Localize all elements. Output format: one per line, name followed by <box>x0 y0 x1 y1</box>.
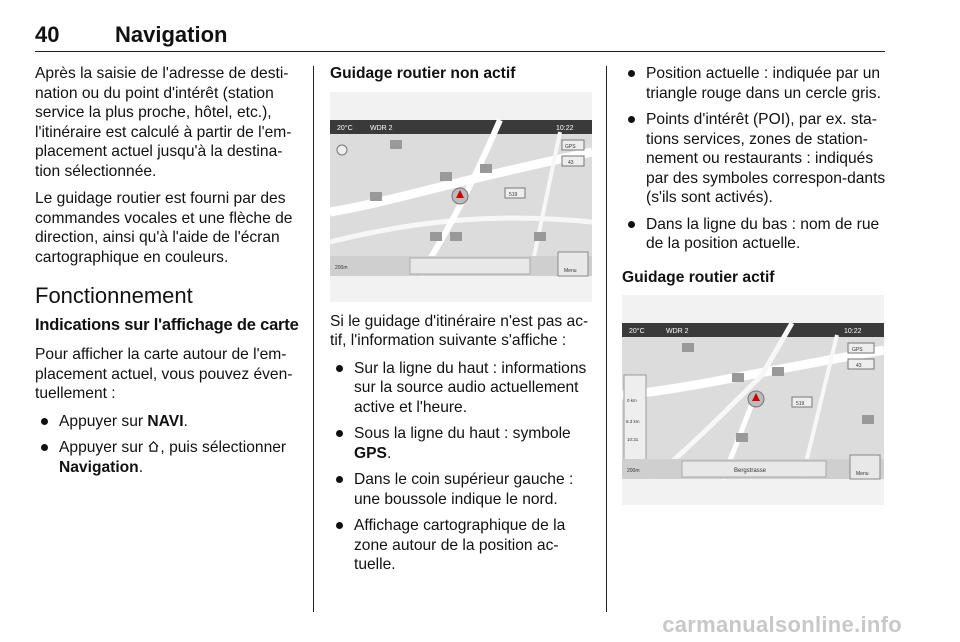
list-item-text: Appuyer sur <box>59 439 148 456</box>
list-item-text: Appuyer sur <box>59 412 148 430</box>
column-2 <box>330 64 592 582</box>
watermark: carmanualsonline.info <box>662 612 902 637</box>
chapter-title: Navigation <box>115 22 228 47</box>
map-eta: 10:31 <box>627 437 639 442</box>
subsection-title: Indications sur l'affichage de carte <box>35 316 299 334</box>
map-distance-next: 0 km <box>627 398 637 403</box>
map-display-paragraph: Pour afficher la carte autour de l'em-placement actuel, vous pouvez éven-tuellement : <box>35 346 293 402</box>
list-item: Position actuelle : indiquée par un triangle rouge dans un cercle gris. <box>622 64 890 103</box>
header-rule <box>35 51 885 52</box>
list-item: Sur la ligne du haut : informations sur la source audio actuellement active et l'heure. <box>330 359 592 418</box>
intro-paragraph: Après la saisie de l'adresse de desti-nation ou du point d'intérêt (station service la plus proche, hôtel, etc.), l'itinéraire est calculé à partir de l'em-placement actuel jusqu'à la destina-tion sélectionnée. <box>35 65 292 180</box>
map-menu: Menu <box>856 471 869 477</box>
list-item-text: . <box>183 412 188 430</box>
column-1 <box>35 64 303 484</box>
map-street-name: Bergstrasse <box>734 468 767 474</box>
column-divider-1 <box>313 66 314 612</box>
map-scale: 200m <box>335 264 348 271</box>
map-time: 10:22 <box>556 124 574 132</box>
list-item: Points d'intérêt (POI), par ex. sta-tions services, zones de station-nement ou restaurants : indiqués par des symboles correspon-dants (s'ils sont activés). <box>622 110 890 208</box>
map-road-a: 43 <box>856 363 862 369</box>
bullet-list <box>35 412 303 478</box>
navigation-menu-label: Navigation <box>59 458 139 476</box>
list-item <box>35 412 303 432</box>
home-icon <box>147 440 160 453</box>
list-item-text: . <box>386 444 392 462</box>
list-item <box>330 424 592 463</box>
list-item: Dans la ligne du bas : nom de rue de la position actuelle. <box>622 215 890 254</box>
map-time: 10:22 <box>844 328 862 335</box>
list-item-text: , puis sélectionner <box>160 439 287 456</box>
map-road-b: 519 <box>796 401 805 407</box>
column-3 <box>622 64 890 515</box>
map-gps: GPS <box>565 143 576 150</box>
list-item: Dans le coin supérieur gauche : une boussole indique le nord. <box>330 470 592 509</box>
inactive-info-paragraph: Si le guidage d'itinéraire n'est pas ac-tif, l'information suivante s'affiche : <box>330 312 589 349</box>
guidance-paragraph: Le guidage routier est fourni par des commandes vocales et une flèche de direction, ainsi qu'à l'aide de l'écran cartographique en couleurs. <box>35 190 293 266</box>
map-scale: 200m <box>627 468 640 474</box>
map-screenshot-active <box>622 295 884 505</box>
section-title: Fonctionnement <box>35 283 193 308</box>
column-divider-2 <box>606 66 607 612</box>
list-item-text: Sous la ligne du haut : symbole <box>354 425 571 442</box>
page-header <box>35 22 885 52</box>
map-station: WDR 2 <box>370 124 393 132</box>
figure-title-inactive: Guidage routier non actif <box>330 65 516 82</box>
page-number: 40 <box>35 22 60 47</box>
map-screenshot-inactive <box>330 92 592 302</box>
list-item <box>35 438 303 477</box>
map-road-a: 43 <box>568 159 574 166</box>
list-item: Affichage cartographique de la zone autour de la position ac-tuelle. <box>330 516 592 575</box>
figure-title-active: Guidage routier actif <box>622 268 775 286</box>
navi-button-label: NAVI <box>147 412 184 430</box>
map-menu: Menu <box>564 267 577 274</box>
bullet-list <box>622 64 890 254</box>
map-temp: 20°C <box>337 124 353 132</box>
bullet-list <box>330 359 592 575</box>
map-distance-total: 8.3 km <box>626 419 640 424</box>
map-station: WDR 2 <box>666 328 689 335</box>
map-gps: GPS <box>852 347 863 353</box>
gps-label: GPS <box>354 444 387 462</box>
list-item-text: . <box>138 458 144 476</box>
map-road-b: 519 <box>509 191 518 198</box>
map-temp: 20°C <box>629 328 645 335</box>
